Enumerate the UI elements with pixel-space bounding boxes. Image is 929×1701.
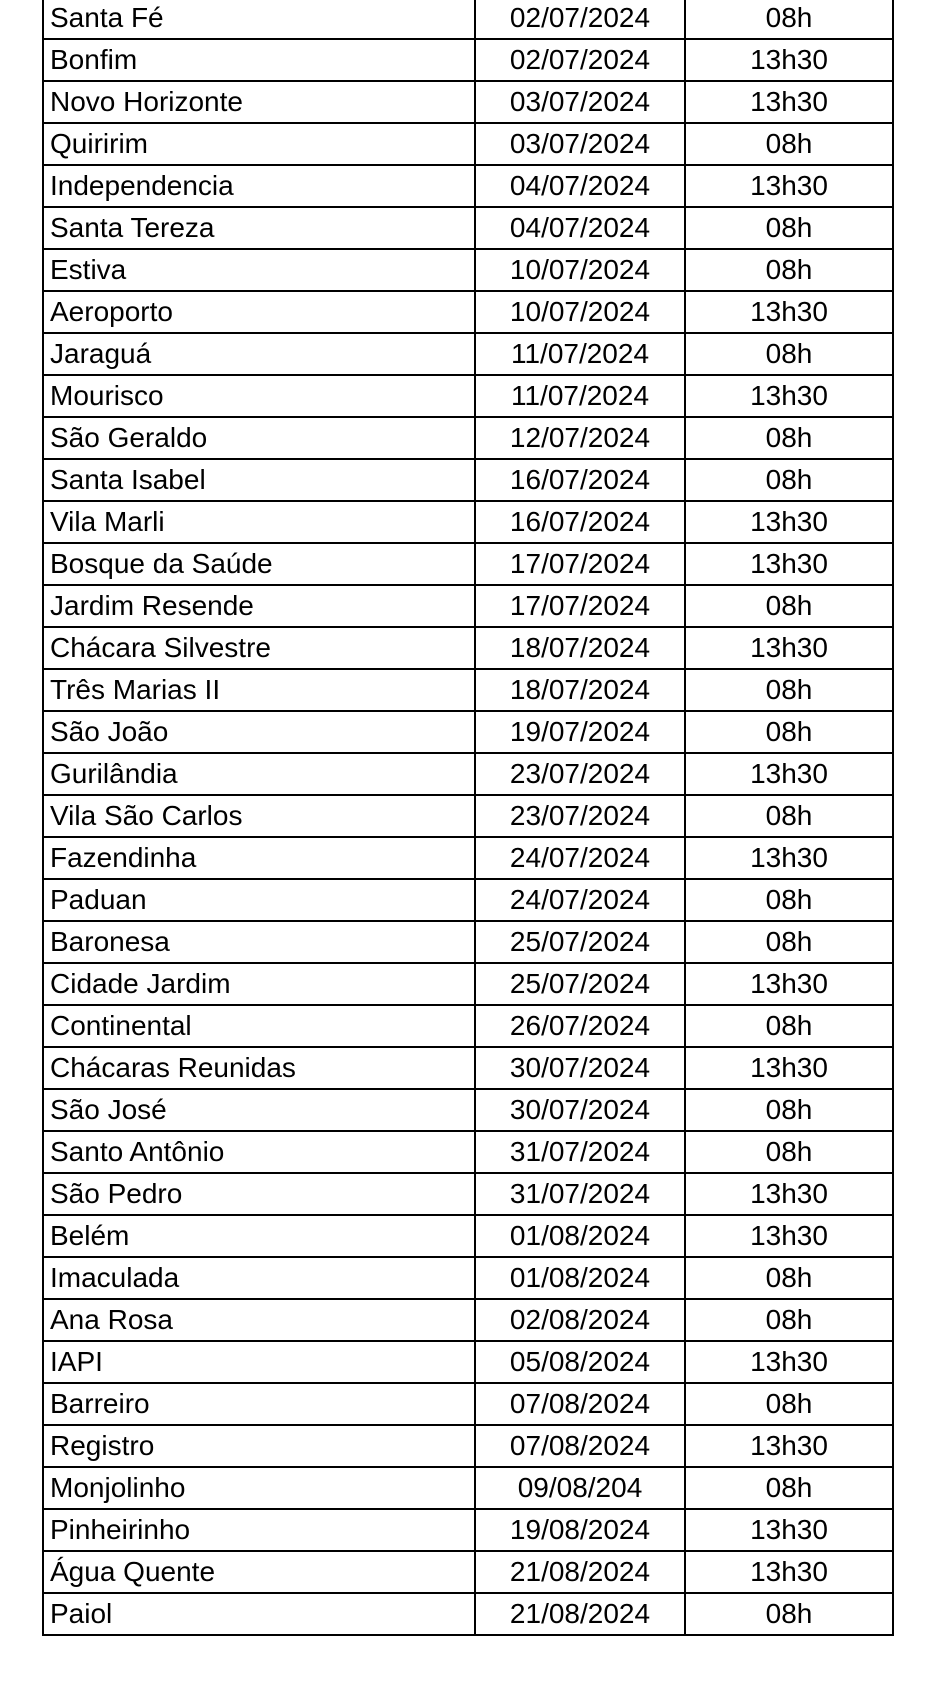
date-cell: 10/07/2024 <box>475 291 685 333</box>
table-row <box>43 1173 893 1215</box>
neighborhood-cell: Gurilândia <box>43 753 475 795</box>
time-cell: 13h30 <box>685 1215 893 1257</box>
date-cell: 18/07/2024 <box>475 627 685 669</box>
neighborhood-cell: Bonfim <box>43 39 475 81</box>
table-row <box>43 1257 893 1299</box>
table-row <box>43 795 893 837</box>
table-row <box>43 921 893 963</box>
neighborhood-cell: Novo Horizonte <box>43 81 475 123</box>
time-cell: 08h <box>685 123 893 165</box>
neighborhood-cell: Estiva <box>43 249 475 291</box>
table-row <box>43 417 893 459</box>
time-cell: 08h <box>685 669 893 711</box>
time-cell: 13h30 <box>685 165 893 207</box>
time-cell: 08h <box>685 417 893 459</box>
time-cell: 08h <box>685 207 893 249</box>
time-cell: 08h <box>685 459 893 501</box>
neighborhood-cell: Chácaras Reunidas <box>43 1047 475 1089</box>
table-row <box>43 207 893 249</box>
time-cell: 08h <box>685 921 893 963</box>
time-cell: 08h <box>685 333 893 375</box>
table-row <box>43 543 893 585</box>
date-cell: 09/08/204 <box>475 1467 685 1509</box>
table-row <box>43 333 893 375</box>
neighborhood-cell: Santa Isabel <box>43 459 475 501</box>
table-row <box>43 837 893 879</box>
neighborhood-cell: IAPI <box>43 1341 475 1383</box>
time-cell: 13h30 <box>685 1425 893 1467</box>
neighborhood-cell: Quiririm <box>43 123 475 165</box>
neighborhood-cell: Paiol <box>43 1593 475 1635</box>
date-cell: 18/07/2024 <box>475 669 685 711</box>
date-cell: 02/08/2024 <box>475 1299 685 1341</box>
date-cell: 10/07/2024 <box>475 249 685 291</box>
time-cell: 08h <box>685 1593 893 1635</box>
time-cell: 13h30 <box>685 1173 893 1215</box>
time-cell: 13h30 <box>685 627 893 669</box>
neighborhood-cell: Jardim Resende <box>43 585 475 627</box>
table-row <box>43 165 893 207</box>
neighborhood-cell: Baronesa <box>43 921 475 963</box>
date-cell: 01/08/2024 <box>475 1257 685 1299</box>
table-row <box>43 249 893 291</box>
time-cell: 13h30 <box>685 375 893 417</box>
neighborhood-cell: Santa Tereza <box>43 207 475 249</box>
table-row <box>43 81 893 123</box>
time-cell: 13h30 <box>685 837 893 879</box>
time-cell: 08h <box>685 879 893 921</box>
date-cell: 19/08/2024 <box>475 1509 685 1551</box>
date-cell: 11/07/2024 <box>475 375 685 417</box>
date-cell: 05/08/2024 <box>475 1341 685 1383</box>
date-cell: 16/07/2024 <box>475 459 685 501</box>
neighborhood-cell: Barreiro <box>43 1383 475 1425</box>
time-cell: 08h <box>685 1005 893 1047</box>
date-cell: 16/07/2024 <box>475 501 685 543</box>
table-row <box>43 963 893 1005</box>
date-cell: 19/07/2024 <box>475 711 685 753</box>
date-cell: 21/08/2024 <box>475 1551 685 1593</box>
date-cell: 25/07/2024 <box>475 963 685 1005</box>
date-cell: 12/07/2024 <box>475 417 685 459</box>
table-row <box>43 1593 893 1635</box>
table-row <box>43 1131 893 1173</box>
date-cell: 11/07/2024 <box>475 333 685 375</box>
table-row <box>43 1341 893 1383</box>
table-row <box>43 1215 893 1257</box>
time-cell: 13h30 <box>685 1341 893 1383</box>
time-cell: 08h <box>685 1383 893 1425</box>
time-cell: 08h <box>685 795 893 837</box>
time-cell: 08h <box>685 249 893 291</box>
date-cell: 30/07/2024 <box>475 1047 685 1089</box>
neighborhood-cell: Três Marias II <box>43 669 475 711</box>
date-cell: 23/07/2024 <box>475 753 685 795</box>
table-row <box>43 753 893 795</box>
table-row <box>43 1089 893 1131</box>
table-row <box>43 501 893 543</box>
time-cell: 08h <box>685 1131 893 1173</box>
table-row <box>43 585 893 627</box>
table-row <box>43 459 893 501</box>
neighborhood-cell: São Geraldo <box>43 417 475 459</box>
table-row <box>43 1425 893 1467</box>
date-cell: 03/07/2024 <box>475 81 685 123</box>
neighborhood-cell: Registro <box>43 1425 475 1467</box>
time-cell: 08h <box>685 1089 893 1131</box>
neighborhood-cell: Monjolinho <box>43 1467 475 1509</box>
time-cell: 08h <box>685 0 893 39</box>
time-cell: 08h <box>685 1257 893 1299</box>
table-row <box>43 879 893 921</box>
date-cell: 25/07/2024 <box>475 921 685 963</box>
neighborhood-cell: Continental <box>43 1005 475 1047</box>
schedule-table <box>42 0 894 1636</box>
time-cell: 13h30 <box>685 963 893 1005</box>
neighborhood-cell: Belém <box>43 1215 475 1257</box>
time-cell: 13h30 <box>685 39 893 81</box>
date-cell: 31/07/2024 <box>475 1173 685 1215</box>
neighborhood-cell: Aeroporto <box>43 291 475 333</box>
date-cell: 17/07/2024 <box>475 585 685 627</box>
neighborhood-cell: Vila Marli <box>43 501 475 543</box>
date-cell: 03/07/2024 <box>475 123 685 165</box>
date-cell: 02/07/2024 <box>475 39 685 81</box>
time-cell: 13h30 <box>685 291 893 333</box>
time-cell: 13h30 <box>685 81 893 123</box>
time-cell: 13h30 <box>685 1509 893 1551</box>
table-row <box>43 123 893 165</box>
table-row <box>43 1005 893 1047</box>
date-cell: 24/07/2024 <box>475 879 685 921</box>
table-row <box>43 1383 893 1425</box>
table-row <box>43 627 893 669</box>
table-row <box>43 39 893 81</box>
table-row <box>43 1551 893 1593</box>
neighborhood-cell: Independencia <box>43 165 475 207</box>
table-row <box>43 1299 893 1341</box>
time-cell: 13h30 <box>685 1047 893 1089</box>
time-cell: 13h30 <box>685 753 893 795</box>
time-cell: 08h <box>685 711 893 753</box>
neighborhood-cell: Jaraguá <box>43 333 475 375</box>
date-cell: 30/07/2024 <box>475 1089 685 1131</box>
neighborhood-cell: Cidade Jardim <box>43 963 475 1005</box>
time-cell: 08h <box>685 1467 893 1509</box>
table-row <box>43 1509 893 1551</box>
time-cell: 13h30 <box>685 1551 893 1593</box>
date-cell: 01/08/2024 <box>475 1215 685 1257</box>
neighborhood-cell: Santo Antônio <box>43 1131 475 1173</box>
neighborhood-cell: São Pedro <box>43 1173 475 1215</box>
neighborhood-cell: São José <box>43 1089 475 1131</box>
date-cell: 31/07/2024 <box>475 1131 685 1173</box>
neighborhood-cell: Bosque da Saúde <box>43 543 475 585</box>
time-cell: 13h30 <box>685 543 893 585</box>
date-cell: 04/07/2024 <box>475 207 685 249</box>
table-row <box>43 1047 893 1089</box>
neighborhood-cell: Água Quente <box>43 1551 475 1593</box>
date-cell: 04/07/2024 <box>475 165 685 207</box>
date-cell: 02/07/2024 <box>475 0 685 39</box>
date-cell: 21/08/2024 <box>475 1593 685 1635</box>
date-cell: 07/08/2024 <box>475 1383 685 1425</box>
neighborhood-cell: Ana Rosa <box>43 1299 475 1341</box>
schedule-table-body <box>43 0 893 1635</box>
table-row <box>43 291 893 333</box>
neighborhood-cell: Imaculada <box>43 1257 475 1299</box>
neighborhood-cell: Mourisco <box>43 375 475 417</box>
table-row <box>43 375 893 417</box>
neighborhood-cell: Fazendinha <box>43 837 475 879</box>
neighborhood-cell: Santa Fé <box>43 0 475 39</box>
date-cell: 07/08/2024 <box>475 1425 685 1467</box>
table-row <box>43 669 893 711</box>
table-row <box>43 1467 893 1509</box>
time-cell: 08h <box>685 585 893 627</box>
neighborhood-cell: Paduan <box>43 879 475 921</box>
date-cell: 24/07/2024 <box>475 837 685 879</box>
table-row <box>43 711 893 753</box>
neighborhood-cell: São João <box>43 711 475 753</box>
neighborhood-cell: Chácara Silvestre <box>43 627 475 669</box>
time-cell: 13h30 <box>685 501 893 543</box>
date-cell: 26/07/2024 <box>475 1005 685 1047</box>
time-cell: 08h <box>685 1299 893 1341</box>
date-cell: 17/07/2024 <box>475 543 685 585</box>
table-row <box>43 0 893 39</box>
date-cell: 23/07/2024 <box>475 795 685 837</box>
neighborhood-cell: Vila São Carlos <box>43 795 475 837</box>
neighborhood-cell: Pinheirinho <box>43 1509 475 1551</box>
